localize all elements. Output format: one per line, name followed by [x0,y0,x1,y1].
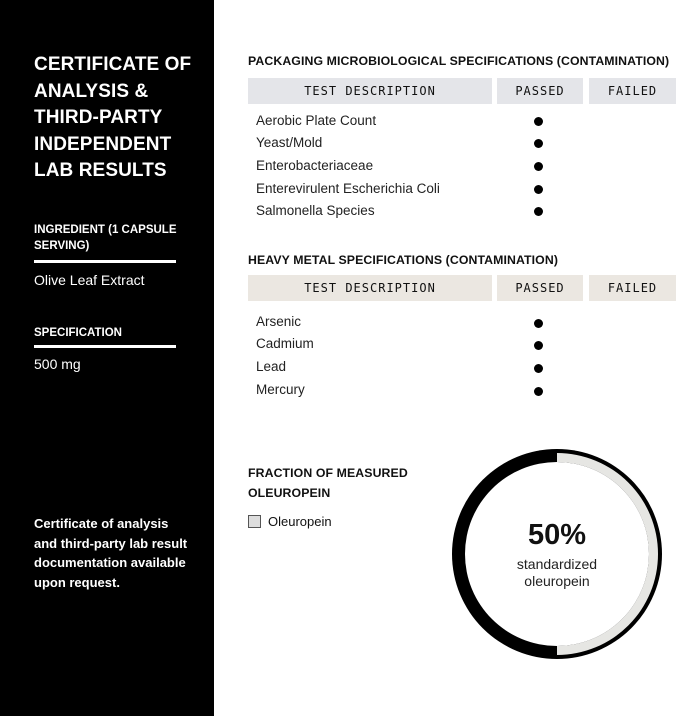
ingredient-label: INGREDIENT (1 CAPSULE SERVING) [34,224,177,252]
passed-dot [534,139,543,148]
specification-value: 500 mg [34,356,81,372]
passed-dot [534,341,543,350]
column-header-passed: PASSED [497,78,583,104]
column-header-failed: FAILED [589,78,676,104]
passed-dot [534,207,543,216]
legend [248,514,332,529]
passed-dot [534,387,543,396]
percent-caption-line: oleuropein [524,573,590,589]
fraction-title: FRACTION OF MEASURED OLEUROPEIN [248,466,408,500]
divider [34,345,176,348]
passed-dot [534,185,543,194]
legend-swatch [248,515,261,528]
sidebar [0,0,214,716]
column-header-passed: PASSED [497,275,583,301]
percent-caption-line: standardized [516,556,598,572]
table-row-label: Aerobic Plate Count [256,113,377,128]
passed-dot [534,364,543,373]
oleuropein-donut-chart [452,449,662,659]
availability-note: Certificate of analysis and third-party lab result documentation available upon request. [34,516,188,590]
table-row-label: Lead [256,359,287,374]
column-header-failed: FAILED [589,275,676,301]
page-title: CERTIFICATE OF ANALYSIS & THIRD-PARTY INDEPENDENT LAB RESULTS [34,54,192,181]
passed-dot [534,162,543,171]
table-row-label: Mercury [256,382,305,397]
table-row-label: Enterobacteriaceae [256,158,374,173]
percent-value: 50% [527,519,587,551]
table-row-label: Enterevirulent Escherichia Coli [256,181,440,196]
legend-label: Oleuropein [268,514,332,529]
specification-label: SPECIFICATION [34,327,122,339]
donut-center [465,462,649,646]
table-row-label: Salmonella Species [256,203,375,218]
passed-dot [534,117,543,126]
table-row-label: Yeast/Mold [256,135,323,150]
column-header-test-description: TEST DESCRIPTION [248,78,492,104]
divider [34,260,176,263]
ingredient-value: Olive Leaf Extract [34,272,145,288]
heavy-metal-title: HEAVY METAL SPECIFICATIONS (CONTAMINATION) [248,253,559,267]
table-row-label: Arsenic [256,314,302,329]
column-header-test-description: TEST DESCRIPTION [248,275,492,301]
table-row-label: Cadmium [256,336,314,351]
percent-caption [452,556,662,590]
microbiological-title: PACKAGING MICROBIOLOGICAL SPECIFICATIONS (CONTAMINATION) [248,54,670,68]
passed-dot [534,319,543,328]
